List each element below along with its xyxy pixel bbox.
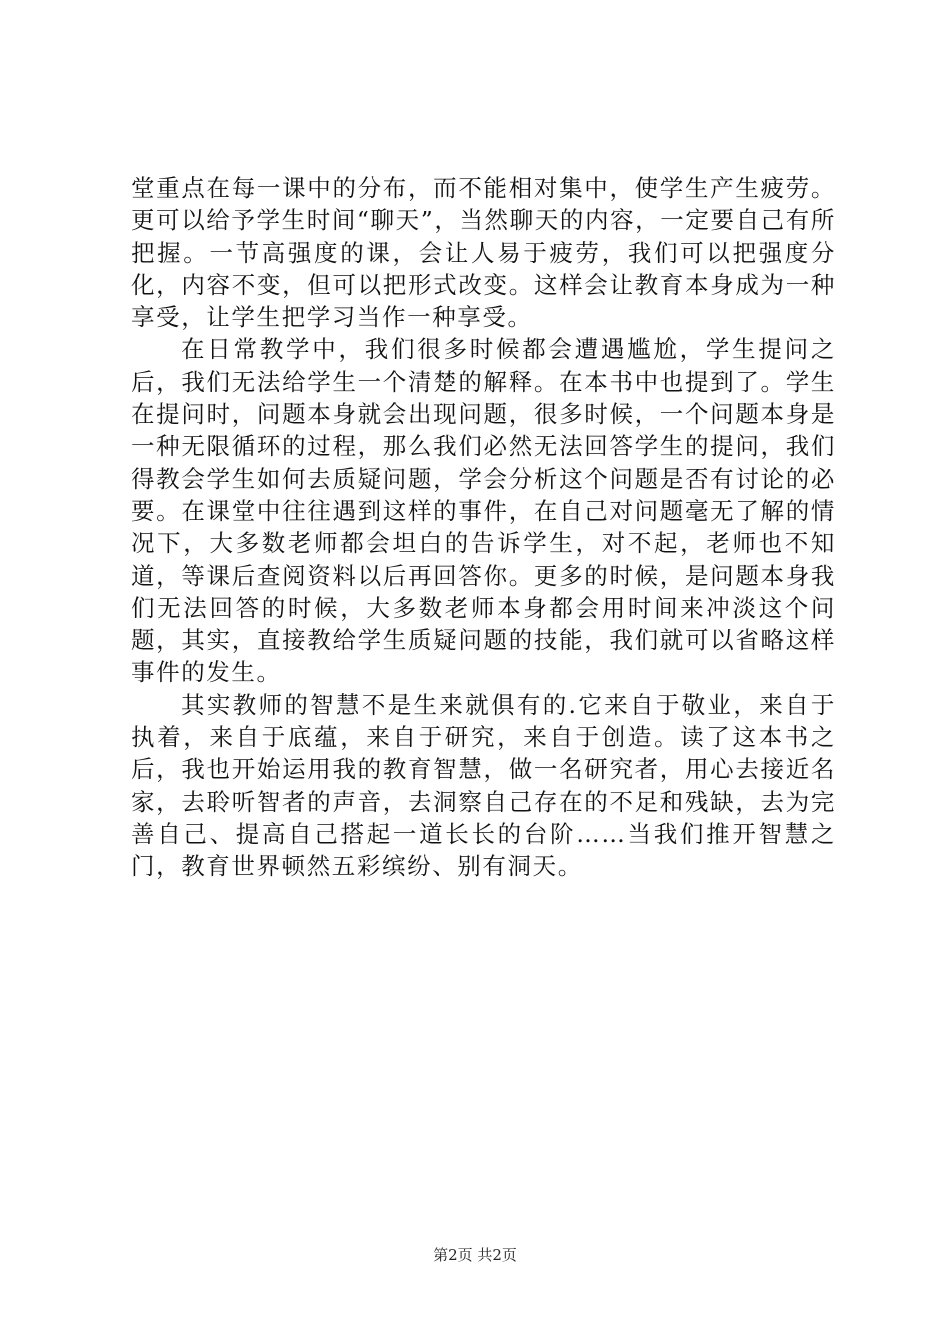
paragraph: 在日常教学中，我们很多时候都会遭遇尴尬，学生提问之后，我们无法给学生一个清楚的解释。在本书中也提到了。学生在提问时，问题本身就会出现问题，很多时候，一个问题本身是一种无限循环的过程，那么我们必然无法回答学生的提问，我们得教会学生如何去质疑问题，学会分析这个问题是否有讨论的必要。在课堂中往往遇到这样的事件，在自己对问题毫无了解的情况下，大多数老师都会坦白的告诉学生，对不起，老师也不知道，等课后查阅资料以后再回答你。更多的时候，是问题本身我们无法回答的时候，大多数老师本身都会用时间来冲淡这个问题，其实，直接教给学生质疑问题的技能，我们就可以省略这样事件的发生。	[131, 335, 836, 687]
document-body	[131, 172, 836, 883]
paragraph: 其实教师的智慧不是生来就俱有的.它来自于敬业，来自于执着，来自于底蕴，来自于研究，来自于创造。读了这本书之后，我也开始运用我的教育智慧，做一名研究者，用心去接近名家，去聆听智者的声音，去洞察自己存在的不足和残缺，去为完善自己、提高自己搭起一道长长的台阶……当我们推开智慧之门，教育世界顿然五彩缤纷、别有洞天。	[131, 690, 836, 881]
paragraph-continued: 堂重点在每一课中的分布，而不能相对集中，使学生产生疲劳。更可以给予学生时间“聊天”，当然聊天的内容，一定要自己有所把握。一节高强度的课，会让人易于疲劳，我们可以把强度分化，内容不变，但可以把形式改变。这样会让教育本身成为一种享受，让学生把学习当作一种享受。	[131, 174, 836, 332]
page-number-footer: 第2页 共2页	[433, 1246, 517, 1264]
